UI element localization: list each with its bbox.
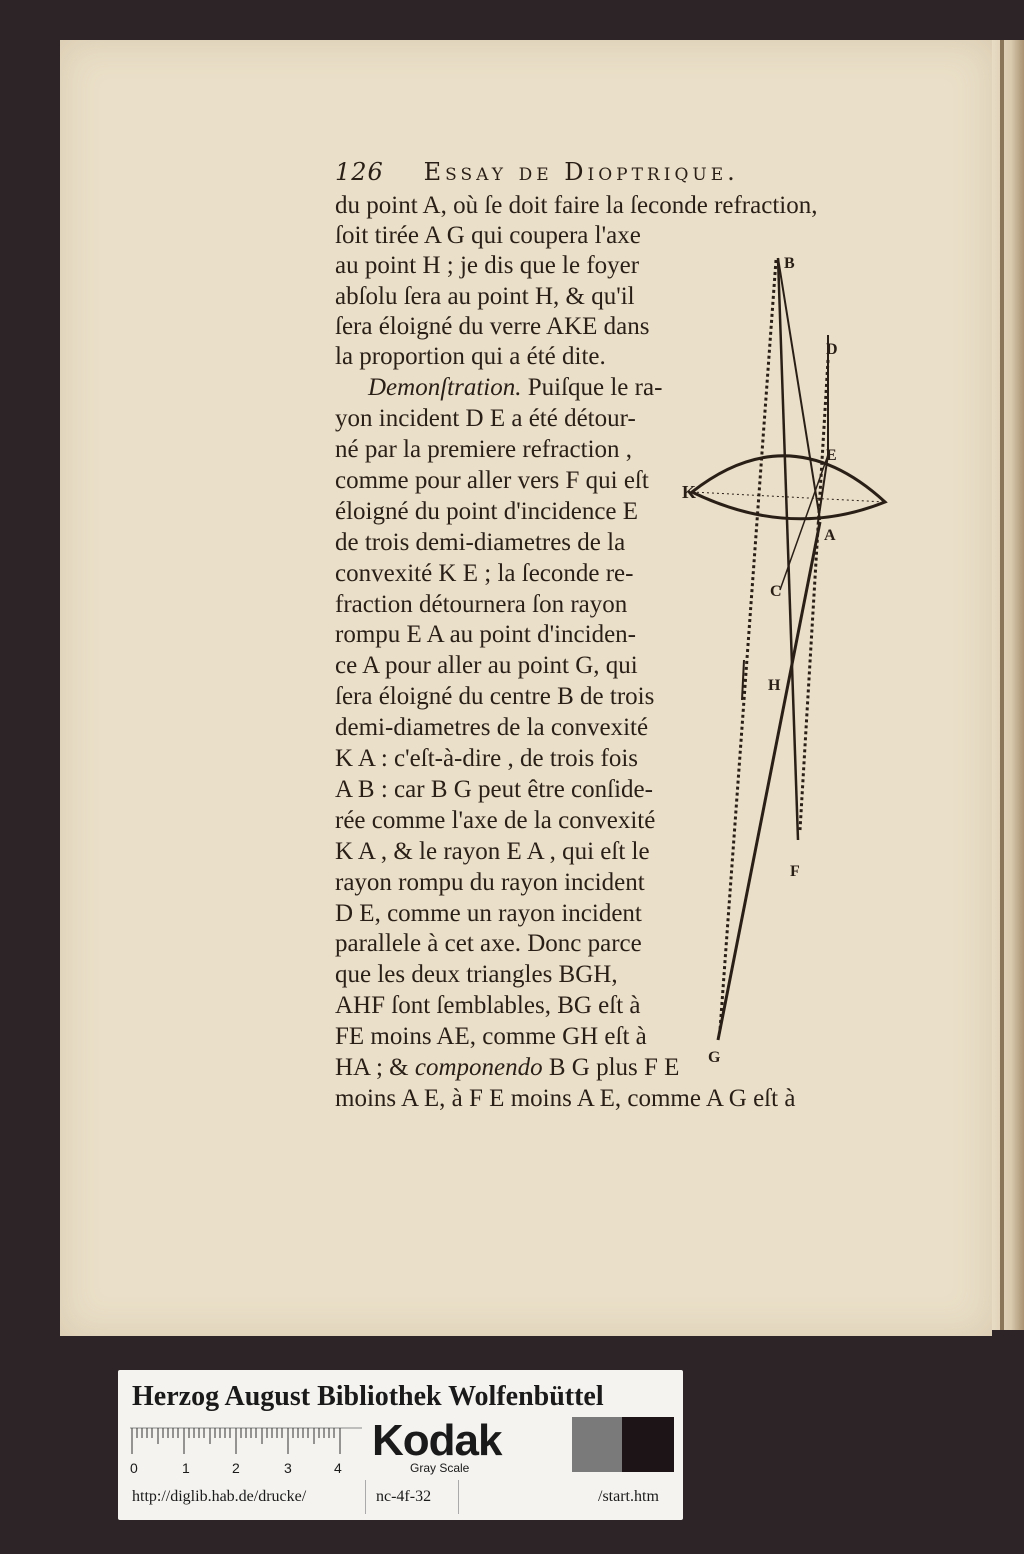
axis-dotted-left bbox=[720, 260, 776, 1030]
page-fold-line bbox=[1000, 40, 1004, 1330]
text-line: comme pour aller vers F qui eſt bbox=[335, 467, 649, 494]
text-line: yon incident D E a été détour- bbox=[335, 405, 636, 432]
text-line: ſera éloigné du verre AKE dans bbox=[335, 313, 650, 340]
text-line: rompu E A au point d'inciden- bbox=[335, 621, 636, 648]
text-line: demi-diametres de la convexité bbox=[335, 714, 649, 741]
label-F: F bbox=[790, 863, 800, 880]
label-B: B bbox=[784, 255, 795, 272]
running-title: Essay de Dioptrique. bbox=[423, 158, 739, 186]
page-number: 126 bbox=[335, 158, 384, 186]
ruler-number: 2 bbox=[232, 1460, 240, 1476]
line-B-A bbox=[778, 258, 820, 520]
text-line: ce A pour aller au point G, qui bbox=[335, 652, 638, 679]
text-line: K A : c'eſt-à-dire , de trois fois bbox=[335, 745, 639, 772]
text-line: que les deux triangles BGH, bbox=[335, 961, 618, 988]
label-A: A bbox=[824, 527, 836, 544]
running-head bbox=[335, 158, 835, 188]
optics-diagram bbox=[680, 240, 910, 1070]
ruler-number: 3 bbox=[284, 1460, 292, 1476]
text-line: Demonſtration. Puiſque le ra- bbox=[368, 374, 663, 401]
text-line: abſolu ſera au point H, & qu'il bbox=[335, 283, 635, 310]
measuring-ruler bbox=[130, 1426, 362, 1456]
label-K: K bbox=[682, 482, 697, 502]
text-line: HA ; & componendo B G plus F E bbox=[335, 1054, 680, 1081]
text-line: rée comme l'axe de la convexité bbox=[335, 807, 656, 834]
componendo-term: componendo bbox=[414, 1054, 543, 1081]
ruler-number: 1 bbox=[182, 1460, 190, 1476]
text-line: du point A, où ſe doit faire la ſeconde refraction, bbox=[335, 192, 818, 219]
lens-chord bbox=[692, 492, 885, 502]
text-line: convexité K E ; la ſeconde re- bbox=[335, 560, 634, 587]
ruler-number: 4 bbox=[334, 1460, 342, 1476]
text-line: moins A E, à F E moins A E, comme A G eſt à bbox=[335, 1085, 796, 1112]
gray-swatch-black bbox=[622, 1417, 674, 1472]
text-line: ſera éloigné du centre B de trois bbox=[335, 683, 655, 710]
facing-page-edge bbox=[992, 40, 1024, 1330]
shelfmark-text: nc-4f-32 bbox=[376, 1488, 432, 1505]
text-line: la proportion qui a été dite. bbox=[335, 343, 606, 370]
text-line: FE moins AE, comme GH eſt à bbox=[335, 1023, 647, 1050]
label-E: E bbox=[826, 447, 837, 464]
text-line: K A , & le rayon E A , qui eſt le bbox=[335, 838, 650, 865]
text-line: A B : car B G peut être conſide- bbox=[335, 776, 653, 803]
card-divider bbox=[458, 1480, 459, 1514]
lens-shape bbox=[692, 456, 885, 519]
text-line: D E, comme un rayon incident bbox=[335, 900, 642, 927]
text-line: ſoit tirée A G qui coupera l'axe bbox=[335, 222, 641, 249]
small-tick bbox=[742, 660, 744, 700]
gray-scale-label: Gray Scale bbox=[410, 1461, 470, 1475]
ray-A-G bbox=[718, 522, 820, 1040]
text-line: rayon rompu du rayon incident bbox=[335, 869, 645, 896]
text-line: né par la premiere refraction , bbox=[335, 436, 633, 463]
url-text: http://diglib.hab.de/drucke/ bbox=[132, 1488, 307, 1505]
card-divider bbox=[365, 1480, 366, 1514]
gray-swatch-white bbox=[522, 1417, 572, 1472]
ruler-number: 0 bbox=[130, 1460, 138, 1476]
demonstration-heading: Demonſtration. bbox=[368, 374, 522, 401]
gray-swatch-mid bbox=[572, 1417, 622, 1472]
kodak-logo: Kodak bbox=[372, 1416, 502, 1465]
label-D: D bbox=[826, 341, 838, 358]
text-line: parallele à cet axe. Donc parce bbox=[335, 930, 642, 957]
label-H: H bbox=[768, 677, 781, 694]
label-C: C bbox=[770, 583, 782, 600]
start-page-text: /start.htm bbox=[598, 1488, 659, 1505]
text-line: AHF ſont ſemblables, BG eſt à bbox=[335, 992, 641, 1019]
label-G: G bbox=[708, 1049, 721, 1066]
text-line: fraction détournera ſon rayon bbox=[335, 591, 628, 618]
text-line: de trois demi-diametres de la bbox=[335, 529, 626, 556]
text-line: éloigné du point d'incidence E bbox=[335, 498, 639, 525]
text-line: au point H ; je dis que le foyer bbox=[335, 252, 640, 279]
library-name: Herzog August Bibliothek Wolfenbüttel bbox=[132, 1381, 604, 1412]
